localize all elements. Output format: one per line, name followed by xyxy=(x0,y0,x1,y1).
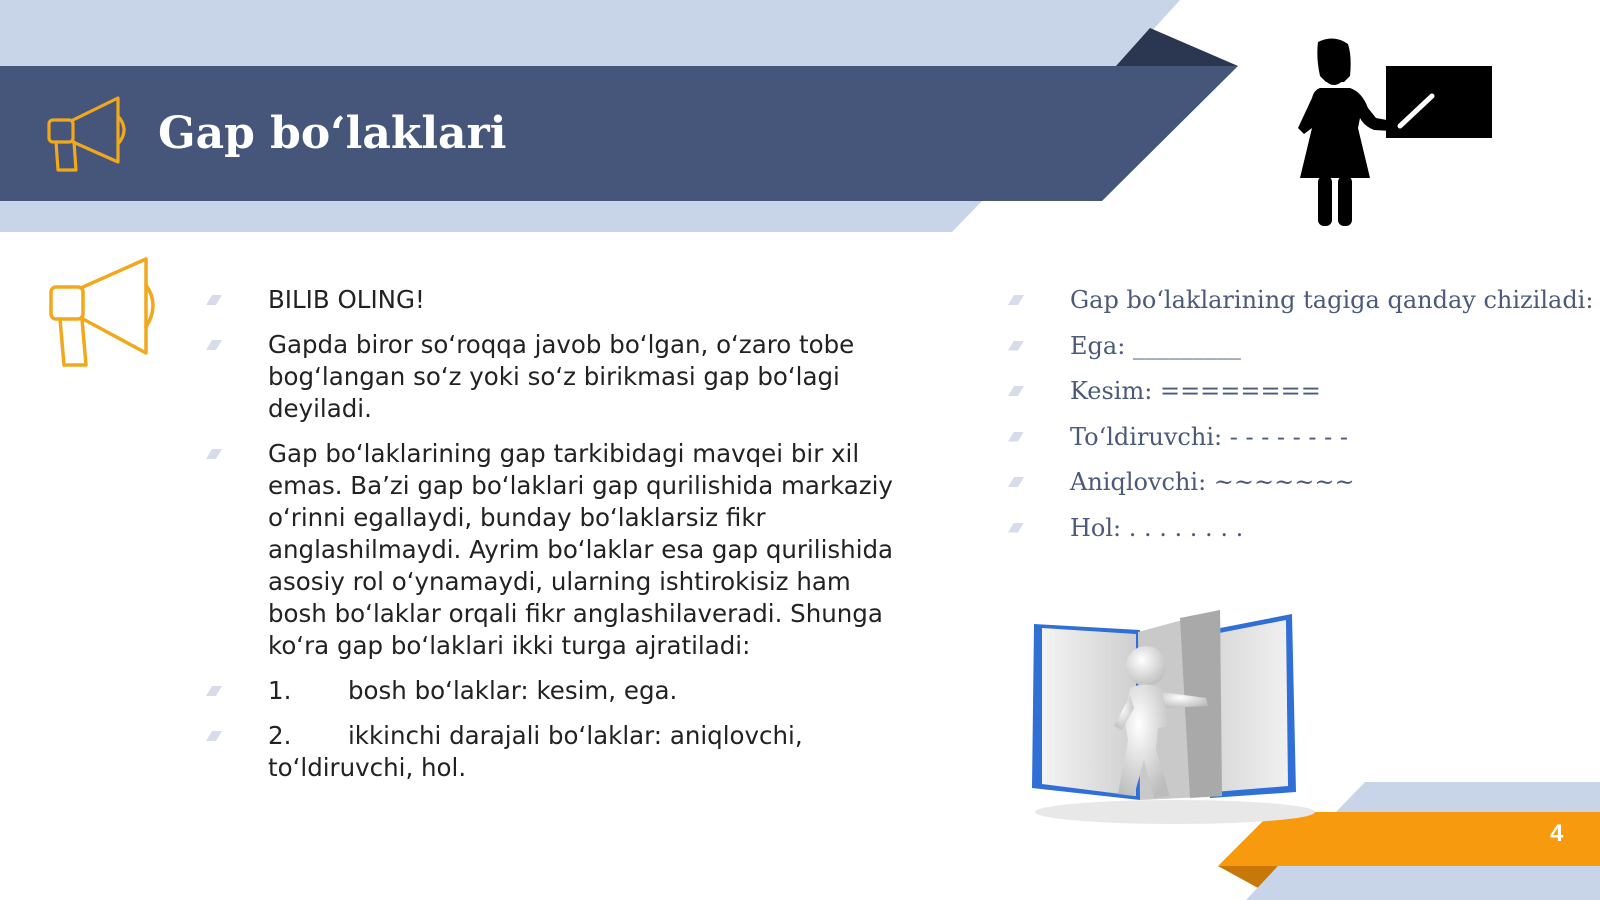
bullet-icon xyxy=(1008,523,1024,533)
list-item xyxy=(206,284,906,316)
main-content-list xyxy=(206,284,906,797)
list-item-text: Hol: . . . . . . . . xyxy=(1070,513,1244,542)
list-item xyxy=(1008,330,1568,362)
megaphone-icon xyxy=(44,92,134,176)
list-item xyxy=(206,329,906,425)
list-item-number: 2. xyxy=(268,721,292,750)
list-item xyxy=(1008,284,1594,316)
list-item-text: Ega: _________ xyxy=(1070,331,1241,360)
list-item-text: Kesim: ======== xyxy=(1070,377,1321,405)
footer-pale-band-bottom xyxy=(1246,866,1600,900)
bullet-icon xyxy=(206,340,222,350)
bullet-icon xyxy=(206,295,222,305)
page-title: Gap bo‘laklari xyxy=(158,108,507,159)
list-item-text: Gap bo‘laklarining gap tarkibidagi mavqei bir xil emas. Ba’zi gap bo‘laklari gap qurilishida markaziy o‘rinni egallaydi, bunday bo‘laklarsiz fikr anglashilmaydi. Ayrim bo‘laklar esa gap qurilishida asosiy rol o‘ynamaydi, ularning ishtirokisiz ham bosh bo‘laklar orqali fikr anglashilaveradi. Shunga ko‘ra gap bo‘laklari ikki turga ajratiladi: xyxy=(268,439,894,660)
bullet-icon xyxy=(1008,432,1024,442)
underline-legend-list xyxy=(1008,284,1594,557)
teacher-at-board-icon xyxy=(1290,36,1500,232)
list-item xyxy=(206,438,906,662)
megaphone-icon xyxy=(46,255,162,369)
list-item xyxy=(1008,375,1568,407)
footer-pale-band-top xyxy=(1336,782,1600,812)
top-pale-band xyxy=(0,0,1180,66)
list-item xyxy=(206,675,906,707)
bullet-icon xyxy=(206,449,222,459)
list-item-text: ikkinchi darajali bo‘laklar: aniqlovchi, to‘ldiruvchi, hol. xyxy=(268,721,803,782)
list-item xyxy=(1008,512,1568,544)
list-item-text: Gap bo‘laklarining tagiga qanday chiziladi: xyxy=(1070,286,1594,314)
list-item-text: To‘ldiruvchi: - - - - - - - - xyxy=(1070,422,1348,451)
header-lower-pale-band xyxy=(0,201,982,232)
bullet-icon xyxy=(1008,295,1024,305)
bullet-icon xyxy=(206,686,222,696)
list-item xyxy=(206,720,906,784)
list-item-text: BILIB OLING! xyxy=(268,285,425,314)
bullet-icon xyxy=(206,731,222,741)
bullet-icon xyxy=(1008,341,1024,351)
list-item-text: Aniqlovchi: ~~~~~~~ xyxy=(1070,468,1355,496)
list-item-number: 1. xyxy=(268,676,292,705)
list-item-text: bosh bo‘laklar: kesim, ega. xyxy=(348,676,678,705)
list-item xyxy=(1008,421,1568,453)
list-item-text: Gapda biror so‘roqqa javob bo‘lgan, o‘zaro tobe bog‘langan so‘z yoki so‘z birikmasi gap bo‘lagi deyiladi. xyxy=(268,330,855,423)
page-number: 4 xyxy=(1550,820,1564,847)
list-item xyxy=(1008,466,1568,498)
bullet-icon xyxy=(1008,386,1024,396)
figure-opening-book-icon xyxy=(1030,600,1320,830)
bullet-icon xyxy=(1008,477,1024,487)
